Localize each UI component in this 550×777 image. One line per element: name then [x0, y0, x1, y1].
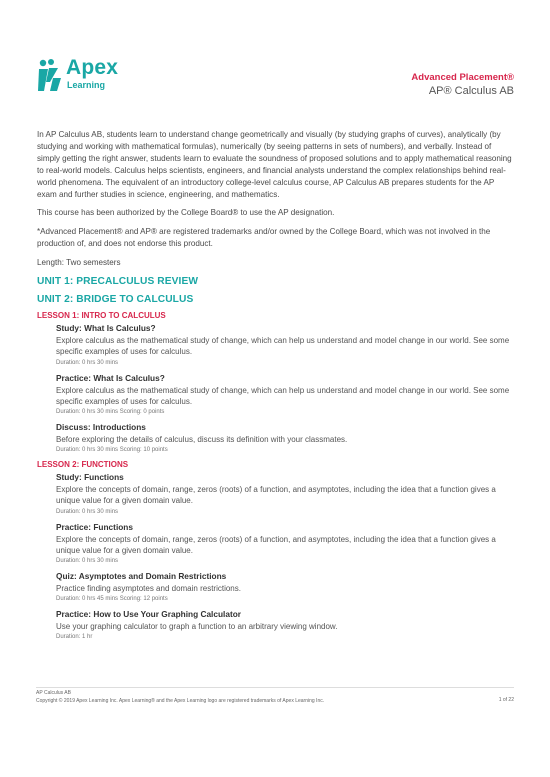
activity-description: Before exploring the details of calculus, discuss its definition with your classmates.: [56, 434, 348, 444]
page-number: 1 of 22: [498, 697, 514, 703]
activity-title: Study: Functions: [56, 472, 124, 483]
course-name: AP® Calculus AB: [428, 85, 514, 97]
activity-description: Explore the concepts of domain, range, zeros (roots) of a function, and asymptotes, including the idea that a function gives a unique value for a given domain value.: [56, 485, 496, 506]
activity-description: Explore calculus as the mathematical study of change, which can help us understand and model change in our world. See some specific examples of uses for calculus.: [56, 385, 510, 406]
activity-description: Practice finding asymptotes and domain restrictions.: [56, 583, 241, 593]
activity-description: Explore calculus as the mathematical study of change, which can help us understand and model change in our world. See some specific examples of uses for calculus.: [56, 336, 510, 357]
activity-item: [56, 609, 514, 640]
activity-title: Discuss: Introductions: [56, 421, 146, 432]
activity-meta: Duration: 0 hrs 30 mins: [56, 359, 119, 366]
trademark-note: *Advanced Placement® and AP® are registered trademarks and/or owned by the College Board, which was not involved in the production of, and does not endorse this product.: [37, 227, 491, 249]
activity-item: [56, 323, 514, 365]
activity-item: [56, 472, 514, 514]
authorization-note: This course has been authorized by the College Board® to use the AP designation.: [37, 208, 335, 218]
logo-wordmark: Apex: [66, 56, 119, 79]
footer-course-name: AP Calculus AB: [36, 690, 71, 696]
activity-description: Explore the concepts of domain, range, zeros (roots) of a function, and asymptotes, including the idea that a function gives a unique value for a given domain value.: [56, 534, 496, 555]
unit-heading: UNIT 2: BRIDGE TO CALCULUS: [37, 294, 194, 306]
activity-item: [56, 571, 514, 602]
footer-divider: [36, 687, 514, 688]
course-description: In AP Calculus AB, students learn to understand change geometrically and visually (by studying graphs of curves), analytically (by studying and working with mathematical formulas), numerically (by seeing patterns in sets of numbers), and verbally. Instead of simply getting the right answer, students learn to evaluate the soundness of proposed solutions and to apply mathematical reasoning to real-world models. Calculus helps scientists, engineers, and financial analysts understand the complex relationships behind real-world phenomena. The equivalent of an introductory college-level calculus course, AP Calculus AB prepares students for the AP exam and further studies in science, engineering, and mathematics.: [37, 130, 512, 199]
activity-meta: Duration: 1 hr: [56, 634, 93, 641]
activity-meta: Duration: 0 hrs 30 mins Scoring: 10 points: [56, 447, 168, 454]
activity-meta: Duration: 0 hrs 30 mins: [56, 557, 119, 564]
unit-heading: UNIT 1: PRECALCULUS REVIEW: [37, 276, 199, 288]
page-header: [36, 56, 514, 116]
lesson-heading: LESSON 2: FUNCTIONS: [37, 460, 129, 470]
activity-description: Use your graphing calculator to graph a function to an arbitrary viewing window.: [56, 622, 338, 632]
course-category: Advanced Placement®: [411, 72, 514, 83]
lesson-heading: LESSON 1: INTRO TO CALCULUS: [37, 311, 166, 321]
activity-title: Quiz: Asymptotes and Domain Restrictions: [56, 570, 227, 581]
page-footer: [36, 690, 514, 704]
apex-logo-icon: [36, 58, 62, 92]
activity-meta: Duration: 0 hrs 30 mins Scoring: 0 points: [56, 408, 165, 415]
activity-item: [56, 373, 514, 415]
footer-copyright: Copyright © 2019 Apex Learning Inc. Apex Learning® and the Apex Learning logo are registered trademarks of Apex Learning Inc.: [36, 698, 325, 704]
activity-item: [56, 422, 514, 453]
apex-learning-logo[interactable]: [36, 56, 146, 96]
activity-title: Practice: Functions: [56, 521, 133, 532]
activity-title: Practice: How to Use Your Graphing Calculator: [56, 609, 242, 620]
syllabus-content: [37, 129, 514, 647]
logo-subtitle: Learning: [67, 80, 106, 90]
activity-meta: Duration: 0 hrs 45 mins Scoring: 12 points: [56, 596, 168, 603]
activity-title: Practice: What Is Calculus?: [56, 372, 165, 383]
course-length: Length: Two semesters: [37, 258, 121, 268]
activity-title: Study: What Is Calculus?: [56, 323, 156, 334]
activity-item: [56, 522, 514, 564]
activity-meta: Duration: 0 hrs 30 mins: [56, 508, 119, 515]
course-heading: [411, 72, 514, 97]
